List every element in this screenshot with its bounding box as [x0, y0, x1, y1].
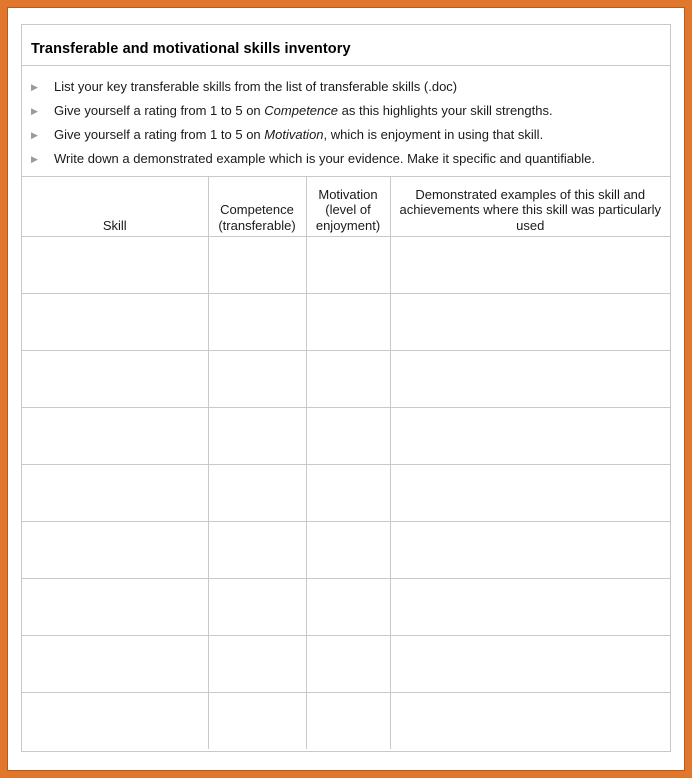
header-competence: Competence (transferable) — [208, 177, 306, 237]
skills-table — [22, 177, 670, 749]
cell-motivation[interactable] — [306, 522, 390, 579]
triangle-right-icon: ▶ — [31, 154, 38, 164]
cell-motivation[interactable] — [306, 636, 390, 693]
triangle-right-icon: ▶ — [31, 130, 38, 140]
triangle-right-icon: ▶ — [31, 106, 38, 116]
instruction-item: ▶ Give yourself a rating from 1 to 5 on Motivation, which is enjoyment in using that skill. — [22, 125, 670, 149]
cell-motivation[interactable] — [306, 294, 390, 351]
table-row — [22, 294, 670, 351]
cell-competence[interactable] — [208, 579, 306, 636]
cell-skill[interactable] — [22, 693, 208, 750]
cell-skill[interactable] — [22, 237, 208, 294]
instruction-item: ▶ Write down a demonstrated example which is your evidence. Make it specific and quantifiable. — [22, 149, 670, 173]
header-examples: Demonstrated examples of this skill and achievements where this skill was particularly used — [390, 177, 670, 237]
cell-skill[interactable] — [22, 579, 208, 636]
instruction-item: ▶ List your key transferable skills from the list of transferable skills (.doc) — [22, 77, 670, 101]
table-row — [22, 579, 670, 636]
cell-competence[interactable] — [208, 351, 306, 408]
skills-inventory-sheet — [21, 24, 671, 752]
instruction-item: ▶ Give yourself a rating from 1 to 5 on Competence as this highlights your skill strengths. — [22, 101, 670, 125]
cell-examples[interactable] — [390, 636, 670, 693]
table-row — [22, 522, 670, 579]
cell-competence[interactable] — [208, 693, 306, 750]
cell-competence[interactable] — [208, 636, 306, 693]
cell-examples[interactable] — [390, 522, 670, 579]
cell-competence[interactable] — [208, 465, 306, 522]
cell-examples[interactable] — [390, 579, 670, 636]
cell-skill[interactable] — [22, 465, 208, 522]
cell-competence[interactable] — [208, 408, 306, 465]
cell-motivation[interactable] — [306, 465, 390, 522]
cell-examples[interactable] — [390, 465, 670, 522]
cell-skill[interactable] — [22, 636, 208, 693]
cell-motivation[interactable] — [306, 693, 390, 750]
cell-examples[interactable] — [390, 351, 670, 408]
instructions-list — [22, 66, 670, 177]
cell-examples[interactable] — [390, 693, 670, 750]
table-row — [22, 465, 670, 522]
cell-examples[interactable] — [390, 237, 670, 294]
table-row — [22, 237, 670, 294]
cell-competence[interactable] — [208, 522, 306, 579]
cell-motivation[interactable] — [306, 237, 390, 294]
cell-motivation[interactable] — [306, 408, 390, 465]
table-header-row — [22, 177, 670, 237]
cell-motivation[interactable] — [306, 351, 390, 408]
cell-skill[interactable] — [22, 522, 208, 579]
table-row — [22, 693, 670, 750]
cell-skill[interactable] — [22, 294, 208, 351]
header-motivation: Motivation (level of enjoyment) — [306, 177, 390, 237]
cell-examples[interactable] — [390, 408, 670, 465]
table-row — [22, 636, 670, 693]
table-row — [22, 408, 670, 465]
triangle-right-icon: ▶ — [31, 82, 38, 92]
cell-skill[interactable] — [22, 351, 208, 408]
cell-skill[interactable] — [22, 408, 208, 465]
header-skill: Skill — [22, 177, 208, 237]
cell-examples[interactable] — [390, 294, 670, 351]
cell-competence[interactable] — [208, 294, 306, 351]
document-title: Transferable and motivational skills inventory — [22, 25, 670, 66]
table-row — [22, 351, 670, 408]
cell-competence[interactable] — [208, 237, 306, 294]
cell-motivation[interactable] — [306, 579, 390, 636]
